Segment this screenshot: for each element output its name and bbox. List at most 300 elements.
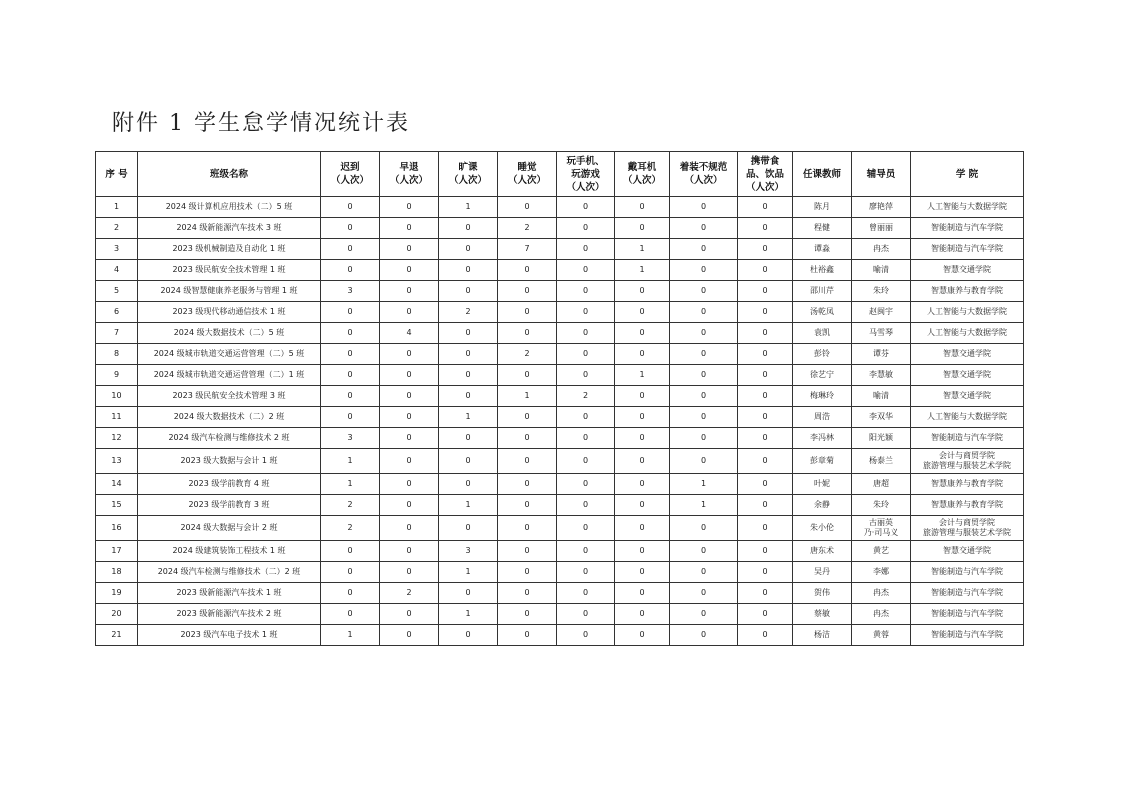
cell-college: 智慧康养与教育学院	[911, 495, 1024, 516]
cell-late: 0	[321, 197, 380, 218]
cell-improper-dress: 0	[670, 197, 738, 218]
cell-late: 0	[321, 218, 380, 239]
cell-early-leave: 0	[380, 344, 439, 365]
cell-late: 0	[321, 239, 380, 260]
table-row	[96, 302, 1024, 323]
cell-truancy: 0	[439, 516, 498, 541]
cell-class-name: 2024 级城市轨道交通运营管理（二）5 班	[138, 344, 321, 365]
header-food-drinks: 携带食 品、饮品 （人次）	[738, 152, 793, 197]
cell-early-leave: 0	[380, 365, 439, 386]
cell-sleeping: 0	[498, 604, 557, 625]
header-counselor: 辅导员	[852, 152, 911, 197]
table-row	[96, 562, 1024, 583]
cell-phone-games: 0	[557, 281, 615, 302]
cell-early-leave: 0	[380, 302, 439, 323]
table-row	[96, 625, 1024, 646]
cell-food-drinks: 0	[738, 474, 793, 495]
cell-truancy: 0	[439, 583, 498, 604]
cell-sleeping: 0	[498, 583, 557, 604]
cell-sleeping: 2	[498, 344, 557, 365]
table-row	[96, 281, 1024, 302]
cell-index: 2	[96, 218, 138, 239]
cell-counselor: 黄艺	[852, 541, 911, 562]
table-row	[96, 260, 1024, 281]
header-early-leave: 早退 （人次）	[380, 152, 439, 197]
cell-truancy: 0	[439, 218, 498, 239]
cell-index: 10	[96, 386, 138, 407]
cell-class-name: 2024 级智慧健康养老服务与管理 1 班	[138, 281, 321, 302]
cell-class-name: 2023 级汽车电子技术 1 班	[138, 625, 321, 646]
cell-early-leave: 0	[380, 281, 439, 302]
table-row	[96, 344, 1024, 365]
cell-class-name: 2023 级民航安全技术管理 3 班	[138, 386, 321, 407]
cell-class-name: 2024 级大数据技术（二）5 班	[138, 323, 321, 344]
cell-food-drinks: 0	[738, 344, 793, 365]
cell-truancy: 1	[439, 495, 498, 516]
cell-earphones: 0	[615, 218, 670, 239]
cell-early-leave: 0	[380, 386, 439, 407]
cell-index: 3	[96, 239, 138, 260]
header-improper-dress: 着装不规范 （人次）	[670, 152, 738, 197]
cell-sleeping: 0	[498, 407, 557, 428]
cell-food-drinks: 0	[738, 625, 793, 646]
table-row	[96, 365, 1024, 386]
cell-teacher: 谭淼	[793, 239, 852, 260]
cell-class-name: 2024 级城市轨道交通运营管理（二）1 班	[138, 365, 321, 386]
cell-early-leave: 0	[380, 625, 439, 646]
cell-teacher: 袁凯	[793, 323, 852, 344]
cell-college: 智能制造与汽车学院	[911, 583, 1024, 604]
cell-counselor: 李娜	[852, 562, 911, 583]
cell-index: 19	[96, 583, 138, 604]
table-row	[96, 604, 1024, 625]
table-row	[96, 218, 1024, 239]
cell-truancy: 0	[439, 474, 498, 495]
cell-index: 17	[96, 541, 138, 562]
cell-food-drinks: 0	[738, 583, 793, 604]
cell-college: 智能制造与汽车学院	[911, 218, 1024, 239]
table-row	[96, 239, 1024, 260]
table-row	[96, 407, 1024, 428]
cell-early-leave: 0	[380, 218, 439, 239]
cell-counselor: 谭芬	[852, 344, 911, 365]
statistics-table	[95, 151, 1024, 646]
cell-college: 会计与商贸学院 旅游管理与服装艺术学院	[911, 449, 1024, 474]
cell-improper-dress: 0	[670, 541, 738, 562]
cell-improper-dress: 0	[670, 583, 738, 604]
cell-phone-games: 2	[557, 386, 615, 407]
cell-earphones: 0	[615, 474, 670, 495]
cell-index: 21	[96, 625, 138, 646]
cell-teacher: 邵川芹	[793, 281, 852, 302]
header-teacher: 任课教师	[793, 152, 852, 197]
table-row	[96, 516, 1024, 541]
cell-improper-dress: 0	[670, 323, 738, 344]
cell-earphones: 0	[615, 428, 670, 449]
cell-phone-games: 0	[557, 365, 615, 386]
cell-college: 人工智能与大数据学院	[911, 197, 1024, 218]
cell-index: 14	[96, 474, 138, 495]
cell-food-drinks: 0	[738, 302, 793, 323]
cell-improper-dress: 0	[670, 386, 738, 407]
cell-phone-games: 0	[557, 260, 615, 281]
cell-late: 0	[321, 541, 380, 562]
cell-teacher: 程健	[793, 218, 852, 239]
cell-sleeping: 0	[498, 323, 557, 344]
cell-counselor: 朱玲	[852, 281, 911, 302]
cell-counselor: 冉杰	[852, 239, 911, 260]
cell-counselor: 杨泰兰	[852, 449, 911, 474]
cell-late: 0	[321, 386, 380, 407]
cell-truancy: 0	[439, 239, 498, 260]
table-row	[96, 583, 1024, 604]
table-row	[96, 386, 1024, 407]
cell-improper-dress: 0	[670, 239, 738, 260]
cell-phone-games: 0	[557, 239, 615, 260]
cell-truancy: 0	[439, 344, 498, 365]
cell-phone-games: 0	[557, 407, 615, 428]
header-index: 序 号	[96, 152, 138, 197]
cell-college: 会计与商贸学院 旅游管理与服装艺术学院	[911, 516, 1024, 541]
cell-late: 3	[321, 281, 380, 302]
cell-earphones: 0	[615, 625, 670, 646]
cell-truancy: 0	[439, 625, 498, 646]
cell-earphones: 0	[615, 541, 670, 562]
header-phone-games: 玩手机、 玩游戏 （人次）	[557, 152, 615, 197]
cell-teacher: 彭章菊	[793, 449, 852, 474]
cell-late: 0	[321, 302, 380, 323]
cell-teacher: 汤乾凤	[793, 302, 852, 323]
header-class-name: 班级名称	[138, 152, 321, 197]
cell-food-drinks: 0	[738, 407, 793, 428]
cell-teacher: 余静	[793, 495, 852, 516]
cell-early-leave: 0	[380, 197, 439, 218]
cell-late: 3	[321, 428, 380, 449]
cell-index: 8	[96, 344, 138, 365]
cell-college: 智慧交通学院	[911, 541, 1024, 562]
cell-earphones: 0	[615, 495, 670, 516]
cell-late: 0	[321, 344, 380, 365]
cell-truancy: 0	[439, 260, 498, 281]
cell-earphones: 0	[615, 516, 670, 541]
cell-counselor: 阳光颖	[852, 428, 911, 449]
cell-early-leave: 0	[380, 495, 439, 516]
cell-earphones: 0	[615, 583, 670, 604]
cell-food-drinks: 0	[738, 516, 793, 541]
table-row	[96, 449, 1024, 474]
cell-counselor: 喻清	[852, 386, 911, 407]
cell-class-name: 2024 级大数据技术（二）2 班	[138, 407, 321, 428]
cell-college: 智能制造与汽车学院	[911, 604, 1024, 625]
cell-sleeping: 0	[498, 428, 557, 449]
cell-teacher: 蔡敏	[793, 604, 852, 625]
cell-late: 0	[321, 604, 380, 625]
cell-college: 智慧交通学院	[911, 365, 1024, 386]
cell-improper-dress: 0	[670, 604, 738, 625]
cell-index: 15	[96, 495, 138, 516]
cell-class-name: 2023 级新能源汽车技术 1 班	[138, 583, 321, 604]
header-row	[96, 152, 1024, 197]
cell-phone-games: 0	[557, 344, 615, 365]
cell-teacher: 叶妮	[793, 474, 852, 495]
table-header	[96, 152, 1024, 197]
cell-counselor: 曾丽丽	[852, 218, 911, 239]
cell-truancy: 0	[439, 386, 498, 407]
cell-phone-games: 0	[557, 604, 615, 625]
cell-early-leave: 0	[380, 407, 439, 428]
cell-college: 智能制造与汽车学院	[911, 239, 1024, 260]
cell-college: 智慧交通学院	[911, 260, 1024, 281]
cell-teacher: 朱小伦	[793, 516, 852, 541]
cell-truancy: 2	[439, 302, 498, 323]
cell-sleeping: 0	[498, 260, 557, 281]
cell-college: 智能制造与汽车学院	[911, 428, 1024, 449]
cell-late: 0	[321, 583, 380, 604]
cell-college: 智慧康养与教育学院	[911, 474, 1024, 495]
cell-food-drinks: 0	[738, 218, 793, 239]
cell-class-name: 2024 级建筑装饰工程技术 1 班	[138, 541, 321, 562]
cell-sleeping: 0	[498, 495, 557, 516]
cell-improper-dress: 0	[670, 449, 738, 474]
cell-earphones: 0	[615, 407, 670, 428]
cell-index: 20	[96, 604, 138, 625]
cell-index: 5	[96, 281, 138, 302]
cell-truancy: 1	[439, 604, 498, 625]
cell-teacher: 唐东术	[793, 541, 852, 562]
cell-late: 0	[321, 323, 380, 344]
cell-index: 6	[96, 302, 138, 323]
cell-class-name: 2024 级汽车检测与维修技术（二）2 班	[138, 562, 321, 583]
cell-earphones: 0	[615, 197, 670, 218]
cell-improper-dress: 1	[670, 495, 738, 516]
cell-index: 12	[96, 428, 138, 449]
cell-truancy: 0	[439, 449, 498, 474]
cell-food-drinks: 0	[738, 604, 793, 625]
cell-food-drinks: 0	[738, 323, 793, 344]
cell-sleeping: 0	[498, 365, 557, 386]
cell-class-name: 2024 级大数据与会计 2 班	[138, 516, 321, 541]
cell-phone-games: 0	[557, 541, 615, 562]
cell-improper-dress: 0	[670, 218, 738, 239]
cell-early-leave: 0	[380, 449, 439, 474]
cell-counselor: 喻清	[852, 260, 911, 281]
cell-counselor: 李慧敏	[852, 365, 911, 386]
header-college: 学 院	[911, 152, 1024, 197]
cell-earphones: 0	[615, 604, 670, 625]
cell-sleeping: 0	[498, 474, 557, 495]
table-row	[96, 495, 1024, 516]
cell-improper-dress: 0	[670, 562, 738, 583]
cell-class-name: 2023 级学前教育 3 班	[138, 495, 321, 516]
cell-improper-dress: 0	[670, 428, 738, 449]
cell-truancy: 0	[439, 428, 498, 449]
cell-sleeping: 0	[498, 449, 557, 474]
table-row	[96, 474, 1024, 495]
cell-phone-games: 0	[557, 323, 615, 344]
cell-college: 智能制造与汽车学院	[911, 625, 1024, 646]
cell-class-name: 2023 级机械制造及自动化 1 班	[138, 239, 321, 260]
cell-sleeping: 0	[498, 281, 557, 302]
cell-truancy: 0	[439, 281, 498, 302]
cell-improper-dress: 0	[670, 365, 738, 386]
cell-college: 人工智能与大数据学院	[911, 407, 1024, 428]
cell-class-name: 2023 级新能源汽车技术 2 班	[138, 604, 321, 625]
cell-late: 1	[321, 474, 380, 495]
cell-phone-games: 0	[557, 428, 615, 449]
cell-index: 7	[96, 323, 138, 344]
page-title: 附件 1 学生怠学情况统计表	[112, 111, 410, 136]
cell-teacher: 彭铃	[793, 344, 852, 365]
cell-college: 智能制造与汽车学院	[911, 562, 1024, 583]
cell-truancy: 1	[439, 197, 498, 218]
cell-truancy: 1	[439, 562, 498, 583]
cell-class-name: 2024 级汽车检测与维修技术 2 班	[138, 428, 321, 449]
cell-earphones: 0	[615, 281, 670, 302]
cell-early-leave: 0	[380, 516, 439, 541]
cell-class-name: 2024 级计算机应用技术（二）5 班	[138, 197, 321, 218]
cell-improper-dress: 0	[670, 344, 738, 365]
cell-counselor: 廖艳萍	[852, 197, 911, 218]
cell-earphones: 1	[615, 239, 670, 260]
cell-teacher: 周浩	[793, 407, 852, 428]
cell-early-leave: 0	[380, 562, 439, 583]
cell-late: 1	[321, 625, 380, 646]
cell-college: 人工智能与大数据学院	[911, 302, 1024, 323]
cell-food-drinks: 0	[738, 365, 793, 386]
cell-earphones: 1	[615, 365, 670, 386]
cell-phone-games: 0	[557, 562, 615, 583]
cell-class-name: 2023 级大数据与会计 1 班	[138, 449, 321, 474]
cell-index: 16	[96, 516, 138, 541]
cell-earphones: 0	[615, 323, 670, 344]
cell-late: 0	[321, 260, 380, 281]
cell-class-name: 2024 级新能源汽车技术 3 班	[138, 218, 321, 239]
cell-counselor: 冉杰	[852, 604, 911, 625]
cell-truancy: 0	[439, 323, 498, 344]
table-row	[96, 323, 1024, 344]
cell-late: 0	[321, 365, 380, 386]
cell-food-drinks: 0	[738, 260, 793, 281]
cell-teacher: 吴丹	[793, 562, 852, 583]
cell-truancy: 3	[439, 541, 498, 562]
cell-food-drinks: 0	[738, 562, 793, 583]
cell-phone-games: 0	[557, 516, 615, 541]
cell-phone-games: 0	[557, 449, 615, 474]
table-body	[96, 197, 1024, 646]
cell-food-drinks: 0	[738, 428, 793, 449]
cell-phone-games: 0	[557, 495, 615, 516]
cell-sleeping: 2	[498, 218, 557, 239]
cell-early-leave: 4	[380, 323, 439, 344]
cell-food-drinks: 0	[738, 449, 793, 474]
cell-counselor: 冉杰	[852, 583, 911, 604]
cell-food-drinks: 0	[738, 541, 793, 562]
cell-food-drinks: 0	[738, 239, 793, 260]
cell-phone-games: 0	[557, 218, 615, 239]
cell-food-drinks: 0	[738, 495, 793, 516]
cell-sleeping: 0	[498, 625, 557, 646]
cell-teacher: 杨洁	[793, 625, 852, 646]
header-late: 迟到 （人次）	[321, 152, 380, 197]
cell-earphones: 0	[615, 344, 670, 365]
cell-class-name: 2023 级民航安全技术管理 1 班	[138, 260, 321, 281]
cell-improper-dress: 0	[670, 302, 738, 323]
cell-college: 智慧康养与教育学院	[911, 281, 1024, 302]
cell-truancy: 0	[439, 365, 498, 386]
cell-earphones: 0	[615, 302, 670, 323]
cell-teacher: 陈月	[793, 197, 852, 218]
cell-index: 11	[96, 407, 138, 428]
cell-counselor: 黄蓉	[852, 625, 911, 646]
cell-teacher: 李冯林	[793, 428, 852, 449]
cell-sleeping: 0	[498, 302, 557, 323]
table-row	[96, 541, 1024, 562]
cell-teacher: 贺伟	[793, 583, 852, 604]
cell-early-leave: 0	[380, 604, 439, 625]
cell-food-drinks: 0	[738, 197, 793, 218]
cell-teacher: 梅琳玲	[793, 386, 852, 407]
cell-teacher: 杜裕鑫	[793, 260, 852, 281]
cell-earphones: 1	[615, 260, 670, 281]
cell-index: 4	[96, 260, 138, 281]
cell-sleeping: 1	[498, 386, 557, 407]
cell-counselor: 李双华	[852, 407, 911, 428]
cell-late: 0	[321, 562, 380, 583]
cell-phone-games: 0	[557, 583, 615, 604]
cell-late: 2	[321, 516, 380, 541]
cell-late: 2	[321, 495, 380, 516]
cell-early-leave: 0	[380, 541, 439, 562]
cell-counselor: 唐超	[852, 474, 911, 495]
cell-index: 13	[96, 449, 138, 474]
cell-college: 智慧交通学院	[911, 344, 1024, 365]
cell-late: 0	[321, 407, 380, 428]
cell-sleeping: 7	[498, 239, 557, 260]
cell-teacher: 徐艺宁	[793, 365, 852, 386]
cell-improper-dress: 1	[670, 474, 738, 495]
cell-phone-games: 0	[557, 625, 615, 646]
cell-earphones: 0	[615, 449, 670, 474]
cell-index: 1	[96, 197, 138, 218]
cell-earphones: 0	[615, 386, 670, 407]
cell-sleeping: 0	[498, 197, 557, 218]
cell-counselor: 赵闽宇	[852, 302, 911, 323]
header-earphones: 戴耳机 （人次）	[615, 152, 670, 197]
cell-index: 18	[96, 562, 138, 583]
header-sleeping: 睡觉 （人次）	[498, 152, 557, 197]
cell-phone-games: 0	[557, 474, 615, 495]
cell-improper-dress: 0	[670, 260, 738, 281]
cell-sleeping: 0	[498, 516, 557, 541]
table-row	[96, 428, 1024, 449]
cell-early-leave: 2	[380, 583, 439, 604]
cell-phone-games: 0	[557, 302, 615, 323]
cell-early-leave: 0	[380, 428, 439, 449]
cell-improper-dress: 0	[670, 281, 738, 302]
cell-college: 人工智能与大数据学院	[911, 323, 1024, 344]
cell-late: 1	[321, 449, 380, 474]
cell-sleeping: 0	[498, 541, 557, 562]
cell-early-leave: 0	[380, 474, 439, 495]
cell-class-name: 2023 级学前教育 4 班	[138, 474, 321, 495]
cell-phone-games: 0	[557, 197, 615, 218]
cell-sleeping: 0	[498, 562, 557, 583]
cell-counselor: 古丽英 乃·司马义	[852, 516, 911, 541]
cell-index: 9	[96, 365, 138, 386]
table-row	[96, 197, 1024, 218]
cell-earphones: 0	[615, 562, 670, 583]
cell-counselor: 马雪琴	[852, 323, 911, 344]
